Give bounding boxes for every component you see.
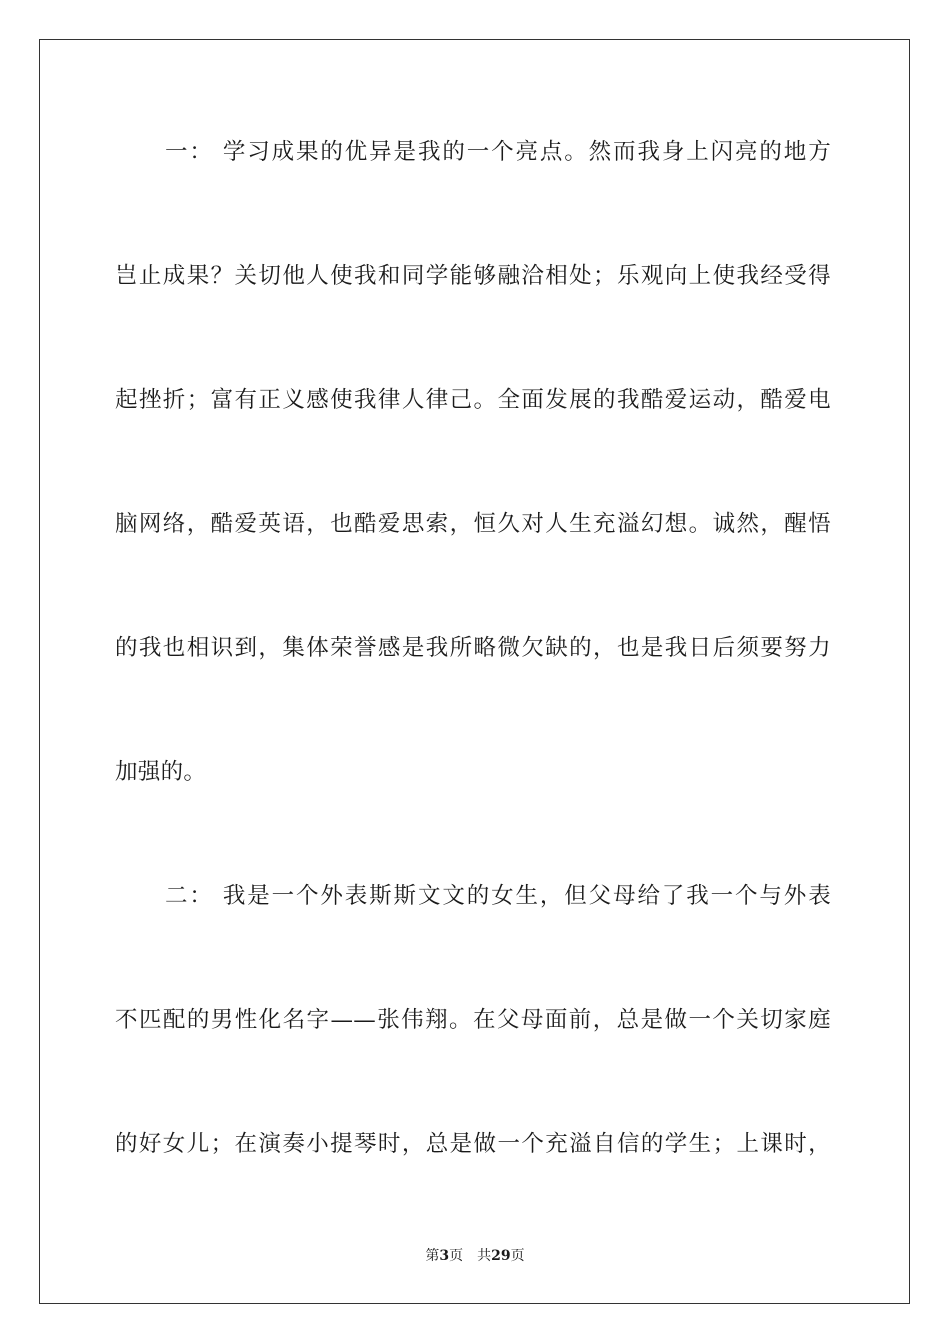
page-number: 3: [439, 1248, 450, 1264]
page-prefix: 第: [425, 1248, 440, 1264]
paragraph-line: 不匹配的男性化名字——张伟翔。在父母面前，总是做一个关切家庭: [115, 1007, 831, 1033]
total-suffix: 页: [510, 1248, 525, 1264]
paragraph-line: 的我也相识到，集体荣誉感是我所略微欠缺的，也是我日后须要努力: [115, 635, 831, 661]
page-frame: [39, 39, 910, 1304]
total-pages: 29: [491, 1248, 511, 1264]
total-prefix: 共: [477, 1248, 492, 1264]
page-footer: [0, 1246, 950, 1266]
paragraph-line: 二： 我是一个外表斯斯文文的女生，但父母给了我一个与外表: [165, 883, 831, 909]
paragraph-line: 起挫折；富有正义感使我律人律己。全面发展的我酷爱运动，酷爱电: [115, 387, 831, 413]
paragraph-line: 岂止成果？关切他人使我和同学能够融洽相处；乐观向上使我经受得: [115, 263, 831, 289]
paragraph-line: 的好女儿；在演奏小提琴时，总是做一个充溢自信的学生；上课时，: [115, 1131, 831, 1157]
paragraph-line: 加强的。: [115, 759, 207, 785]
paragraph-line: 脑网络，酷爱英语，也酷爱思索，恒久对人生充溢幻想。诚然，醒悟: [115, 511, 831, 537]
page-suffix: 页: [449, 1248, 464, 1264]
paragraph-line: 一： 学习成果的优异是我的一个亮点。然而我身上闪亮的地方: [165, 139, 831, 165]
